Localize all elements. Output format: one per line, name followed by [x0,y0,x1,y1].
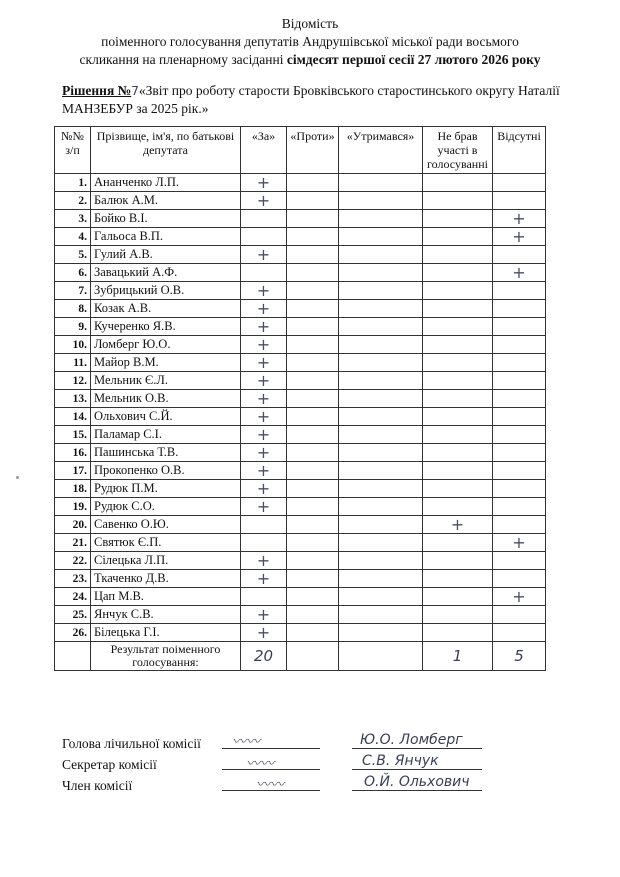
row-number: 16. [55,444,91,462]
row-number: 5. [55,246,91,264]
vote-cell-for: + [241,192,287,210]
vote-cell-not-voted [423,372,493,390]
row-number: 22. [55,552,91,570]
vote-cell-not-voted [423,282,493,300]
vote-cell-abstained [339,210,423,228]
deputy-name: Гулий А.В. [91,246,241,264]
vote-cell-not-voted [423,480,493,498]
vote-cell-against [287,534,339,552]
vote-cell-abstained [339,174,423,192]
vote-cell-for: + [241,408,287,426]
vote-cell-not-voted [423,246,493,264]
deputy-name: Ломберг Ю.О. [91,336,241,354]
vote-cell-against [287,552,339,570]
vote-cell-absent [493,516,546,534]
vote-cell-not-voted [423,552,493,570]
row-number: 19. [55,498,91,516]
vote-cell-against [287,372,339,390]
table-row [55,426,546,444]
vote-cell-absent: + [493,210,546,228]
vote-cell-for: + [241,462,287,480]
row-number: 25. [55,606,91,624]
signature-scribble-chair: 〰〰 [232,734,260,750]
vote-cell-against [287,210,339,228]
vote-cell-for: + [241,336,287,354]
vote-cell-absent [493,498,546,516]
vote-cell-for: + [241,480,287,498]
vote-cell-absent: + [493,228,546,246]
deputy-name: Рудюк С.О. [91,498,241,516]
vote-cell-for [241,228,287,246]
vote-cell-absent [493,354,546,372]
vote-cell-absent [493,192,546,210]
vote-cell-against [287,498,339,516]
vote-cell-against [287,354,339,372]
vote-cell-against [287,480,339,498]
row-number: 3. [55,210,91,228]
col-header-name: Прізвище, ім'я, по батькові депутата [91,127,241,174]
row-number: 8. [55,300,91,318]
vote-cell-abstained [339,192,423,210]
row-number: 9. [55,318,91,336]
vote-cell-abstained [339,336,423,354]
decision-label: Рішення № [62,83,132,98]
vote-cell-for: + [241,624,287,642]
vote-cell-absent [493,372,546,390]
table-row [55,336,546,354]
col-header-for: «За» [241,127,287,174]
table-row [55,606,546,624]
col-header-absent: Відсутні [493,127,546,174]
header-line-3 [0,52,620,68]
vote-cell-abstained [339,408,423,426]
vote-cell-absent [493,570,546,588]
col-header-abstained: «Утримався» [339,127,423,174]
row-number: 24. [55,588,91,606]
vote-cell-absent: + [493,534,546,552]
vote-cell-not-voted [423,570,493,588]
vote-cell-against [287,462,339,480]
vote-cell-abstained [339,516,423,534]
name-line-member [352,790,482,791]
result-absent: 5 [493,642,546,671]
vote-cell-not-voted: + [423,516,493,534]
vote-cell-not-voted [423,462,493,480]
vote-cell-not-voted [423,210,493,228]
vote-cell-against [287,264,339,282]
row-number: 17. [55,462,91,480]
vote-cell-absent [493,462,546,480]
vote-cell-not-voted [423,444,493,462]
table-row [55,354,546,372]
document-title: Відомість [281,16,339,31]
vote-cell-abstained [339,282,423,300]
signature-name-member: О.Й. Ольхович [364,774,470,790]
result-for: 20 [241,642,287,671]
vote-cell-absent [493,300,546,318]
signature-scribble-member: 〰〰 [256,777,284,793]
table-row [55,534,546,552]
vote-cell-abstained [339,606,423,624]
vote-cell-abstained [339,444,423,462]
vote-cell-against [287,408,339,426]
vote-cell-against [287,444,339,462]
row-number: 26. [55,624,91,642]
vote-cell-not-voted [423,426,493,444]
vote-cell-for: + [241,246,287,264]
table-row [55,462,546,480]
deputy-name: Паламар С.І. [91,426,241,444]
vote-cell-for: + [241,444,287,462]
vote-cell-for [241,516,287,534]
table-row [55,246,546,264]
vote-cell-against [287,390,339,408]
result-against [287,642,339,671]
vote-cell-not-voted [423,192,493,210]
deputy-name: Рудюк П.М. [91,480,241,498]
vote-cell-for: + [241,174,287,192]
vote-cell-for: + [241,300,287,318]
signature-name-chair: Ю.О. Ломберг [360,732,463,748]
vote-cell-absent [493,624,546,642]
table-row [55,228,546,246]
name-line-secretary [352,769,482,770]
row-number: 18. [55,480,91,498]
header-line-3-prefix: скликання на пленарному засіданні [79,52,287,67]
vote-cell-against [287,336,339,354]
decision-text: «Звіт про роботу старости Бровківського старостинського округу Наталії МАНЗЕБУР за 2025 рік.» [62,83,560,116]
vote-cell-absent: + [493,588,546,606]
deputy-name: Гальоса В.П. [91,228,241,246]
scan-dot [16,476,19,479]
vote-cell-absent [493,318,546,336]
vote-cell-absent [493,282,546,300]
deputy-name: Прокопенко О.В. [91,462,241,480]
vote-cell-for: + [241,426,287,444]
row-number: 12. [55,372,91,390]
signature-role-secretary: Секретар комісії [62,757,157,772]
deputy-name: Ткаченко Д.В. [91,570,241,588]
vote-cell-not-voted [423,174,493,192]
table-row [55,174,546,192]
vote-cell-against [287,606,339,624]
table-row [55,624,546,642]
vote-cell-abstained [339,354,423,372]
vote-cell-against [287,588,339,606]
vote-cell-for: + [241,552,287,570]
vote-cell-abstained [339,624,423,642]
row-number: 11. [55,354,91,372]
table-row [55,444,546,462]
row-number: 4. [55,228,91,246]
vote-cell-against [287,192,339,210]
table-row [55,264,546,282]
deputy-name: Янчук С.В. [91,606,241,624]
vote-cell-against [287,300,339,318]
vote-cell-not-voted [423,588,493,606]
vote-cell-for: + [241,570,287,588]
col-header-against: «Проти» [287,127,339,174]
vote-cell-against [287,282,339,300]
deputy-name: Цап М.В. [91,588,241,606]
vote-cell-against [287,174,339,192]
vote-cell-for: + [241,282,287,300]
vote-cell-abstained [339,426,423,444]
vote-cell-abstained [339,462,423,480]
deputy-name: Кучеренко Я.В. [91,318,241,336]
vote-cell-absent [493,336,546,354]
table-row [55,480,546,498]
vote-cell-abstained [339,390,423,408]
vote-cell-for [241,264,287,282]
vote-cell-abstained [339,372,423,390]
row-number: 6. [55,264,91,282]
row-number: 2. [55,192,91,210]
vote-cell-not-voted [423,498,493,516]
signature-role-chair: Голова лічильної комісії [62,736,201,751]
vote-cell-abstained [339,552,423,570]
deputy-name: Святюк Є.П. [91,534,241,552]
vote-cell-absent [493,444,546,462]
decision-block [62,82,582,117]
row-number: 7. [55,282,91,300]
vote-cell-not-voted [423,264,493,282]
table-row [55,300,546,318]
vote-cell-not-voted [423,300,493,318]
deputy-name: Ананченко Л.П. [91,174,241,192]
vote-cell-not-voted [423,606,493,624]
vote-cell-for: + [241,318,287,336]
row-number: 10. [55,336,91,354]
deputy-name: Бойко В.І. [91,210,241,228]
vote-cell-abstained [339,246,423,264]
deputy-name: Мельник Є.Л. [91,372,241,390]
table-row [55,552,546,570]
vote-cell-against [287,246,339,264]
vote-cell-not-voted [423,354,493,372]
deputy-name: Савенко О.Ю. [91,516,241,534]
vote-cell-not-voted [423,390,493,408]
vote-cell-abstained [339,480,423,498]
vote-cell-against [287,228,339,246]
vote-cell-absent [493,174,546,192]
row-number: 21. [55,534,91,552]
table-row [55,282,546,300]
table-row [55,516,546,534]
vote-cell-against [287,516,339,534]
vote-cell-absent [493,426,546,444]
row-number: 15. [55,426,91,444]
vote-cell-not-voted [423,534,493,552]
deputy-name: Сілецька Л.П. [91,552,241,570]
vote-cell-against [287,426,339,444]
vote-cell-not-voted [423,624,493,642]
vote-cell-against [287,624,339,642]
vote-cell-not-voted [423,318,493,336]
vote-cell-abstained [339,570,423,588]
signature-name-secretary: С.В. Янчук [362,753,439,769]
vote-cell-for [241,588,287,606]
col-header-not-voted: Не брав участі в голосуванні [423,127,493,174]
deputy-name: Ольхович С.Й. [91,408,241,426]
table-row [55,192,546,210]
vote-cell-against [287,570,339,588]
row-number: 1. [55,174,91,192]
vote-cell-abstained [339,318,423,336]
deputy-name: Білецька Г.І. [91,624,241,642]
deputy-name: Пашинська Т.В. [91,444,241,462]
vote-cell-absent: + [493,264,546,282]
deputy-name: Майор В.М. [91,354,241,372]
deputy-name: Завацький А.Ф. [91,264,241,282]
vote-cell-abstained [339,228,423,246]
table-row [55,570,546,588]
result-label: Результат поіменного голосування: [91,642,241,671]
voting-table [54,126,546,671]
header-session-date: сімдесят першої сесії 27 лютого 2026 року [286,52,541,67]
vote-cell-for [241,534,287,552]
vote-cell-abstained [339,300,423,318]
vote-cell-absent [493,606,546,624]
header-line-2: поіменного голосування депутатів Андрушівської міської ради восьмого [101,34,519,49]
vote-cell-for: + [241,354,287,372]
table-row [55,408,546,426]
vote-cell-absent [493,552,546,570]
table-row [55,372,546,390]
table-row [55,318,546,336]
deputy-name: Козак А.В. [91,300,241,318]
vote-cell-not-voted [423,228,493,246]
result-empty-cell [55,642,91,671]
result-row [55,642,546,671]
table-row [55,390,546,408]
signature-role-member: Член комісії [62,778,133,793]
vote-cell-abstained [339,498,423,516]
deputy-name: Зубрицький О.В. [91,282,241,300]
vote-cell-absent [493,390,546,408]
table-row [55,210,546,228]
vote-cell-abstained [339,534,423,552]
deputy-name: Балюк А.М. [91,192,241,210]
table-row [55,588,546,606]
result-not-voted: 1 [423,642,493,671]
vote-cell-for: + [241,372,287,390]
signature-scribble-secretary: 〰〰 [246,756,274,772]
vote-cell-abstained [339,588,423,606]
col-header-number: №№ з/п [55,127,91,174]
vote-cell-not-voted [423,408,493,426]
result-abstained [339,642,423,671]
vote-cell-for: + [241,390,287,408]
row-number: 20. [55,516,91,534]
name-line-chair [352,748,482,749]
row-number: 14. [55,408,91,426]
vote-cell-absent [493,408,546,426]
vote-cell-against [287,318,339,336]
decision-number: 7 [131,84,139,98]
vote-cell-absent [493,246,546,264]
vote-cell-for: + [241,498,287,516]
row-number: 13. [55,390,91,408]
vote-cell-not-voted [423,336,493,354]
deputy-name: Мельник О.В. [91,390,241,408]
vote-cell-for: + [241,606,287,624]
vote-cell-abstained [339,264,423,282]
vote-cell-absent [493,480,546,498]
row-number: 23. [55,570,91,588]
vote-cell-for [241,210,287,228]
table-row [55,498,546,516]
